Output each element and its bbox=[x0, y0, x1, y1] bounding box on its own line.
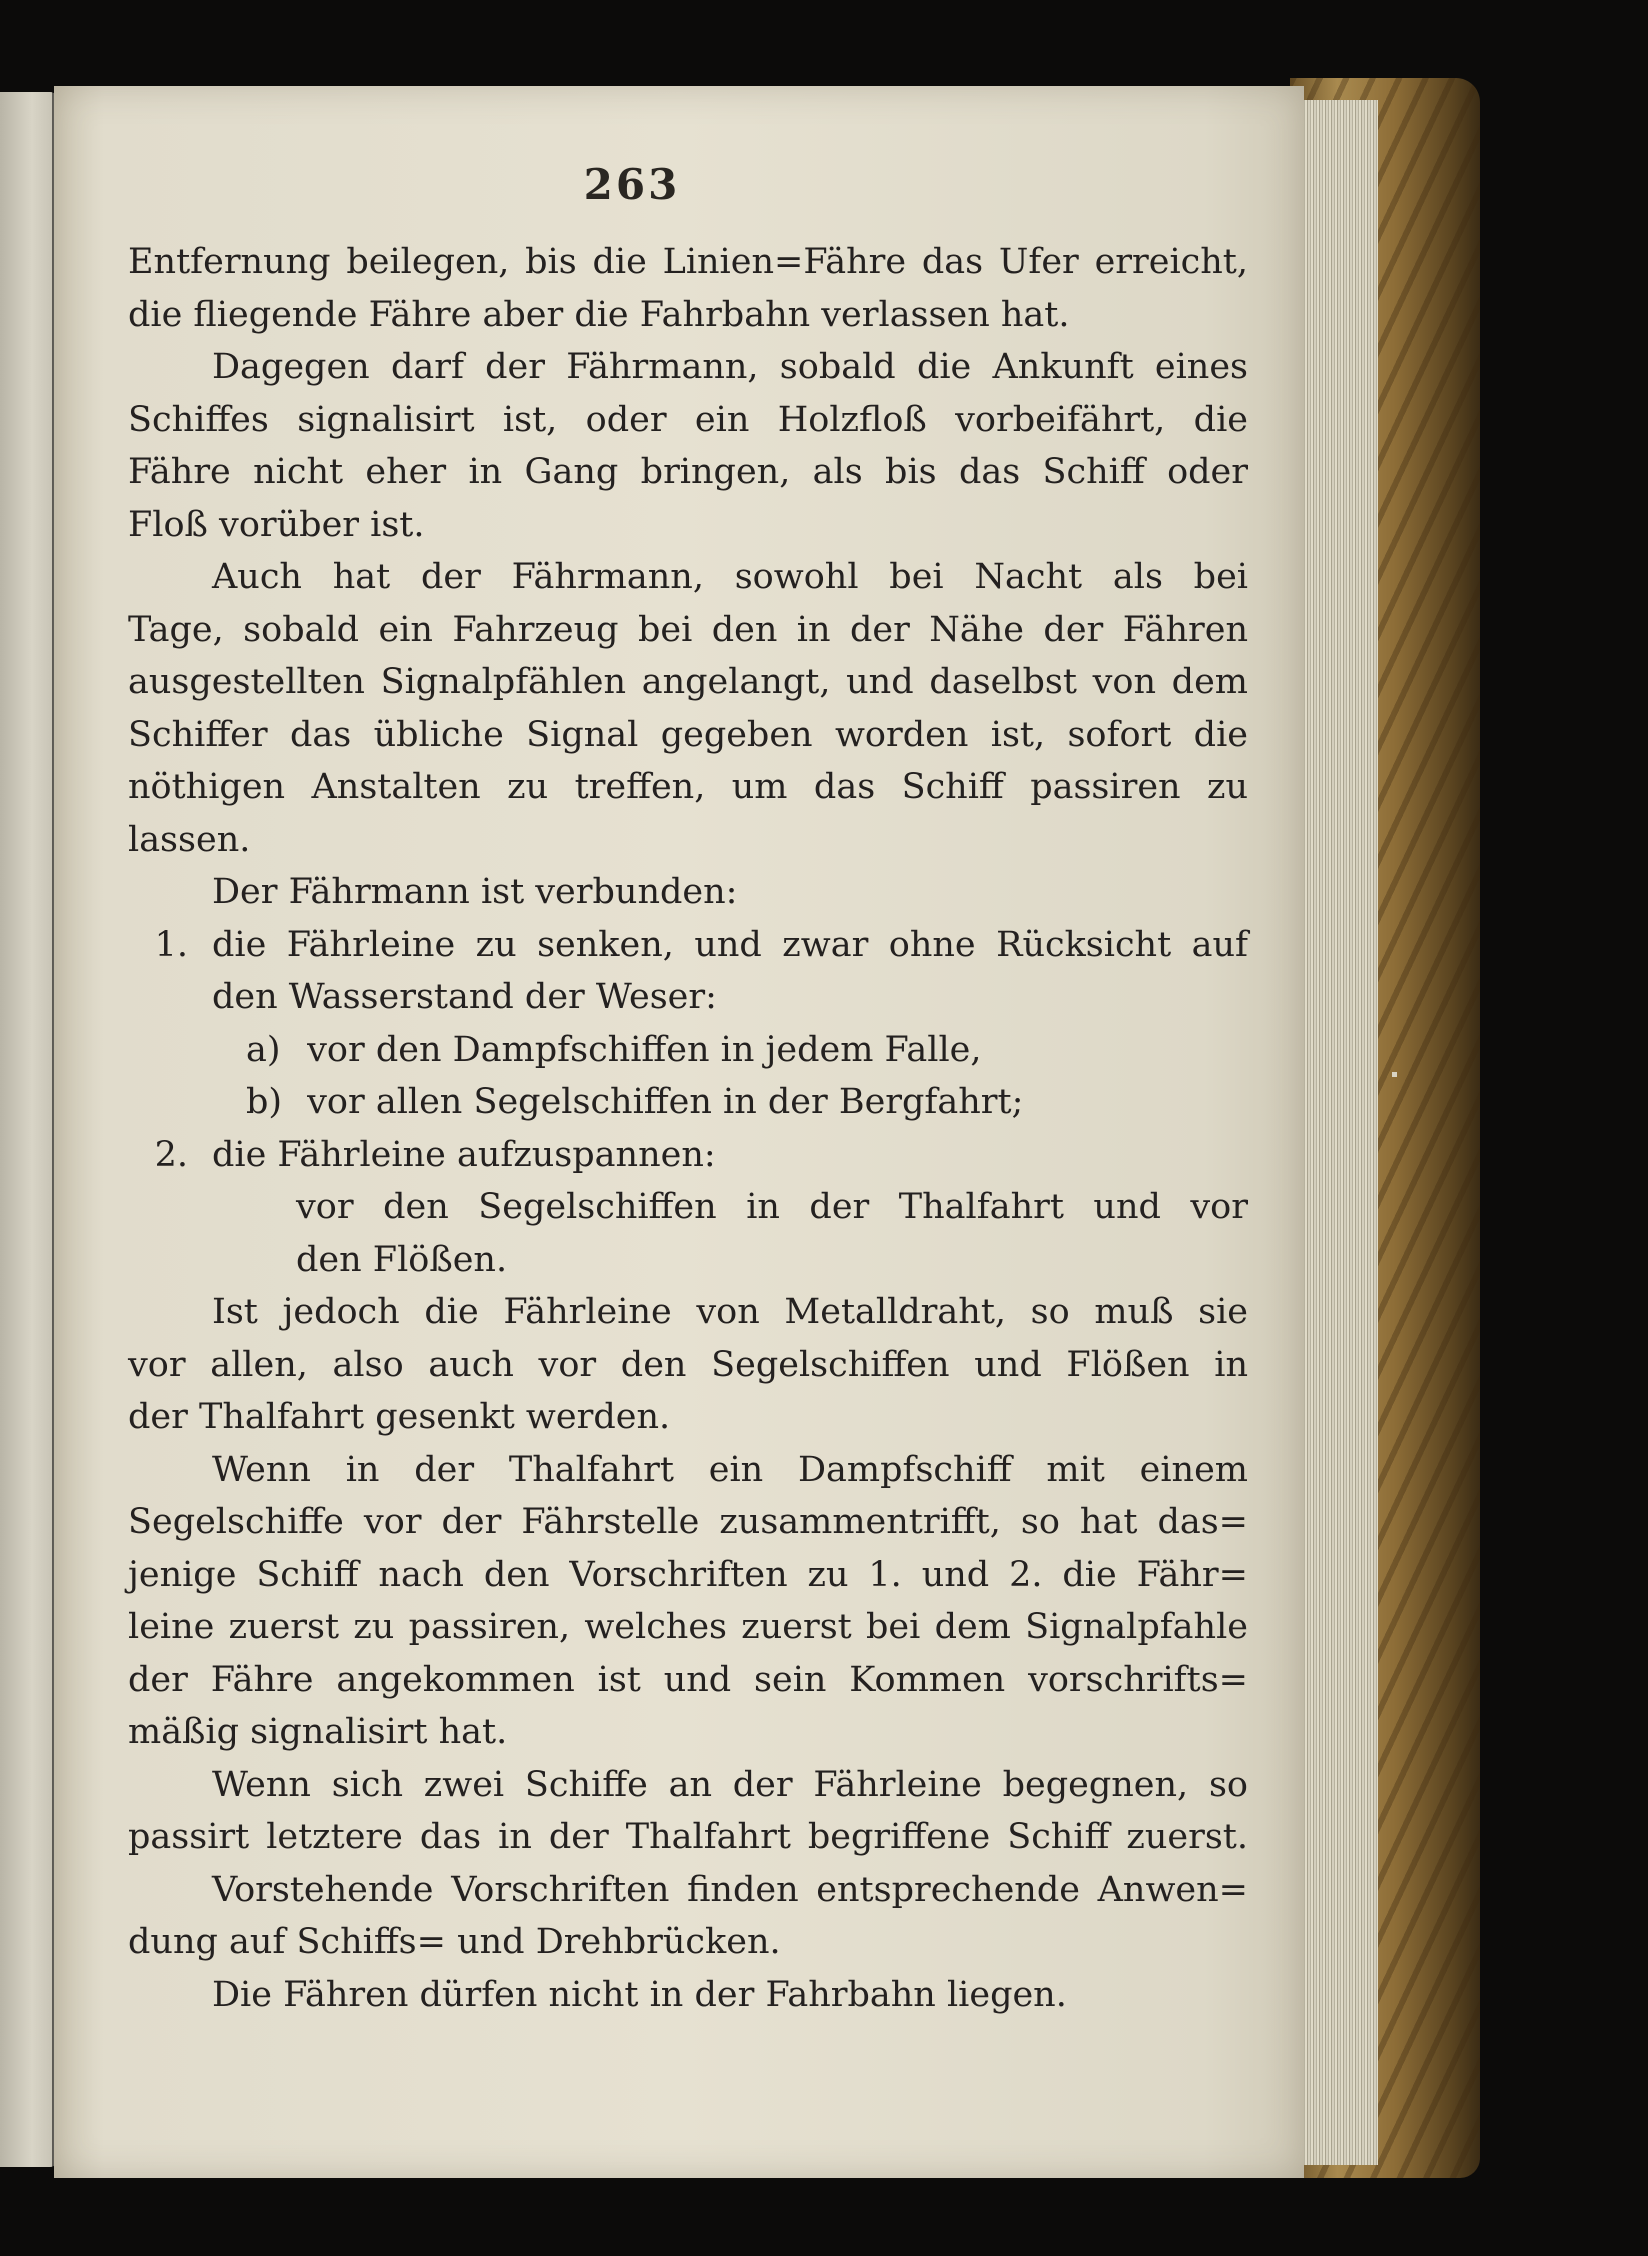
page-body-text bbox=[128, 236, 1248, 2021]
paragraph-start-line: Der Fährmann ist verbunden: bbox=[212, 872, 738, 912]
text-line: jenige Schiff nach den Vorschriften zu 1. und 2. die Fähr= bbox=[128, 1554, 1248, 1595]
list-item-continuation: den Flößen. bbox=[296, 1239, 508, 1280]
paragraph-start-line: Vorstehende Vorschriften finden entsprechende Anwen= bbox=[212, 1869, 1248, 1910]
text-line: Fähre nicht eher in Gang bringen, als bis das Schiff oder bbox=[128, 452, 1248, 492]
text-line: passirt letztere das in der Thalfahrt begriffene Schiff zuerst. bbox=[128, 1817, 1248, 1857]
text-line: Schiffer das übliche Signal gegeben worden ist, sofort die bbox=[128, 714, 1248, 755]
text-line: dung auf Schiffs= und Drehbrücken. bbox=[128, 1922, 781, 1962]
sublist-letter: a) bbox=[246, 1029, 281, 1070]
sublist-letter: b) bbox=[246, 1082, 283, 1122]
list-number: 2. bbox=[154, 1134, 188, 1175]
text-line: nöthigen Anstalten zu treffen, um das Schiff passiren zu bbox=[128, 767, 1248, 807]
text-line: der Fähre angekommen ist und sein Kommen vorschrifts= bbox=[128, 1659, 1248, 1700]
text-line: Schiffes signalisirt ist, oder ein Holzfloß vorbeifährt, die bbox=[128, 399, 1248, 440]
list-item-continuation: vor den Segelschiffen in der Thalfahrt und vor bbox=[296, 1187, 1248, 1227]
text-line: Floß vorüber ist. bbox=[128, 504, 425, 545]
list-item-1 bbox=[128, 919, 1248, 972]
facing-page-edge bbox=[0, 92, 58, 2167]
sublist-item-a bbox=[128, 1024, 1248, 1077]
book-page bbox=[54, 86, 1304, 2178]
list-number: 1. bbox=[154, 924, 188, 965]
text-line: Entfernung beilegen, bis die Linien=Fähre das Ufer erreicht, bbox=[128, 242, 1248, 282]
text-line: leine zuerst zu passiren, welches zuerst bei dem Signalpfahle bbox=[128, 1607, 1248, 1647]
text-line: Segelschiffe vor der Fährstelle zusammentrifft, so hat das= bbox=[128, 1502, 1248, 1542]
sublist-item-text: vor allen Segelschiffen in der Bergfahrt; bbox=[307, 1082, 1024, 1122]
text-line: der Thalfahrt gesenkt werden. bbox=[128, 1397, 671, 1437]
text-line: vor allen, also auch vor den Segelschiffen und Flößen in bbox=[128, 1344, 1248, 1385]
text-line: die fliegende Fähre aber die Fahrbahn verlassen hat. bbox=[128, 294, 1070, 335]
paragraph-start-line: Ist jedoch die Fährleine von Metalldraht, so muß sie bbox=[212, 1292, 1248, 1332]
list-item-text: die Fährleine aufzuspannen: bbox=[212, 1134, 716, 1175]
text-line: lassen. bbox=[128, 819, 251, 860]
page-mark bbox=[1392, 1072, 1397, 1077]
paragraph-start-line: Wenn sich zwei Schiffe an der Fährleine begegnen, so bbox=[212, 1764, 1248, 1805]
text-line: ausgestellten Signalpfählen angelangt, und daselbst von dem bbox=[128, 662, 1248, 702]
sublist-item-b bbox=[128, 1076, 1248, 1129]
paragraph-start-line: Auch hat der Fährmann, sowohl bei Nacht als bei bbox=[212, 557, 1248, 597]
page-block-edge bbox=[1296, 100, 1378, 2165]
list-item-2 bbox=[128, 1129, 1248, 1182]
paragraph-start-line: Wenn in der Thalfahrt ein Dampfschiff mit einem bbox=[212, 1449, 1248, 1490]
list-item-continuation: den Wasserstand der Weser: bbox=[212, 977, 717, 1017]
paragraph-start-line: Die Fähren dürfen nicht in der Fahrbahn liegen. bbox=[212, 1974, 1067, 2015]
paragraph-start-line: Dagegen darf der Fährmann, sobald die Ankunft eines bbox=[212, 347, 1248, 387]
text-line: mäßig signalisirt hat. bbox=[128, 1712, 508, 1752]
list-item-text: die Fährleine zu senken, und zwar ohne Rücksicht auf bbox=[212, 924, 1248, 965]
sublist-item-text: vor den Dampfschiffen in jedem Falle, bbox=[307, 1029, 982, 1070]
text-line: Tage, sobald ein Fahrzeug bei den in der Nähe der Fähren bbox=[128, 609, 1248, 650]
page-number: 263 bbox=[583, 160, 681, 209]
